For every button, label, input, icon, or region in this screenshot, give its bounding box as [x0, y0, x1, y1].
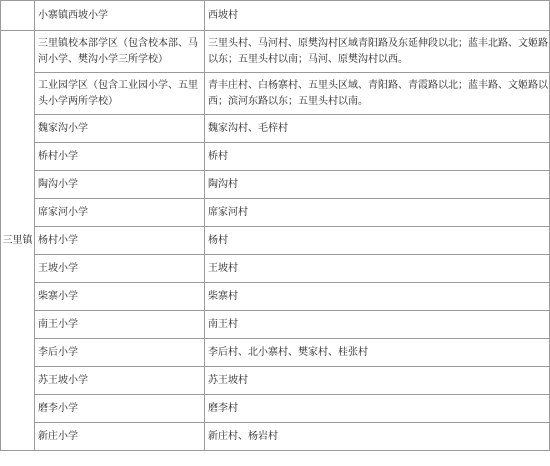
town-cell: 三里镇: [1, 31, 35, 451]
school-cell: 魏家沟小学: [35, 115, 205, 143]
school-cell: 席家河小学: [35, 199, 205, 227]
school-cell: 桥村小学: [35, 143, 205, 171]
table-row: [1, 73, 550, 115]
table-row: [1, 367, 550, 395]
school-cell: 杨村小学: [35, 227, 205, 255]
school-cell: 苏王坡小学: [35, 367, 205, 395]
table-row: [1, 199, 550, 227]
table-row: [1, 395, 550, 423]
area-cell: 三里头村、马河村、原樊沟村区域青阳路及东延伸段以北；蓝丰北路、文姬路以东；五里头村以南；马河、原樊沟村以西。: [205, 31, 550, 73]
area-cell: 桥村: [205, 143, 550, 171]
school-cell: 磨李小学: [35, 395, 205, 423]
area-cell: 陶沟村: [205, 171, 550, 199]
school-cell: 三里镇校本部学区（包含校本部、马河小学、樊沟小学三所学校）: [35, 31, 205, 73]
area-cell: 西坡村: [205, 1, 550, 31]
area-cell: 青丰庄村、白杨寨村、五里头区域、青阳路、青霞路以北；蓝丰路、文姬路以西；滨河东路以东；五里头村以南。: [205, 73, 550, 115]
school-cell: 王坡小学: [35, 255, 205, 283]
table-row: [1, 227, 550, 255]
area-cell: 磨李村: [205, 395, 550, 423]
table-row: [1, 339, 550, 367]
school-cell: 李后小学: [35, 339, 205, 367]
table-row: [1, 311, 550, 339]
area-cell: 杨村: [205, 227, 550, 255]
school-cell: 南王小学: [35, 311, 205, 339]
area-cell: 李后村、北小寨村、樊家村、桂张村: [205, 339, 550, 367]
school-cell: 工业园学区（包含工业园小学、五里头小学两所学校）: [35, 73, 205, 115]
school-cell: 小寨镇西坡小学: [35, 1, 205, 31]
area-cell: 柴寨村: [205, 283, 550, 311]
area-cell: 南王村: [205, 311, 550, 339]
school-cell: 陶沟小学: [35, 171, 205, 199]
area-cell: 新庄村、杨岩村: [205, 423, 550, 451]
area-cell: 魏家沟村、毛梓村: [205, 115, 550, 143]
area-cell: 席家河村: [205, 199, 550, 227]
table-row: [1, 283, 550, 311]
table-row: [1, 31, 550, 73]
area-cell: 王坡村: [205, 255, 550, 283]
table-row: [1, 143, 550, 171]
town-cell-prev: [1, 1, 35, 31]
area-cell: 苏王坡村: [205, 367, 550, 395]
table-row: [1, 423, 550, 451]
school-cell: 新庄小学: [35, 423, 205, 451]
table-row: [1, 171, 550, 199]
school-cell: 柴寨小学: [35, 283, 205, 311]
table-row: [1, 255, 550, 283]
table-row: [1, 1, 550, 31]
table-row: [1, 115, 550, 143]
